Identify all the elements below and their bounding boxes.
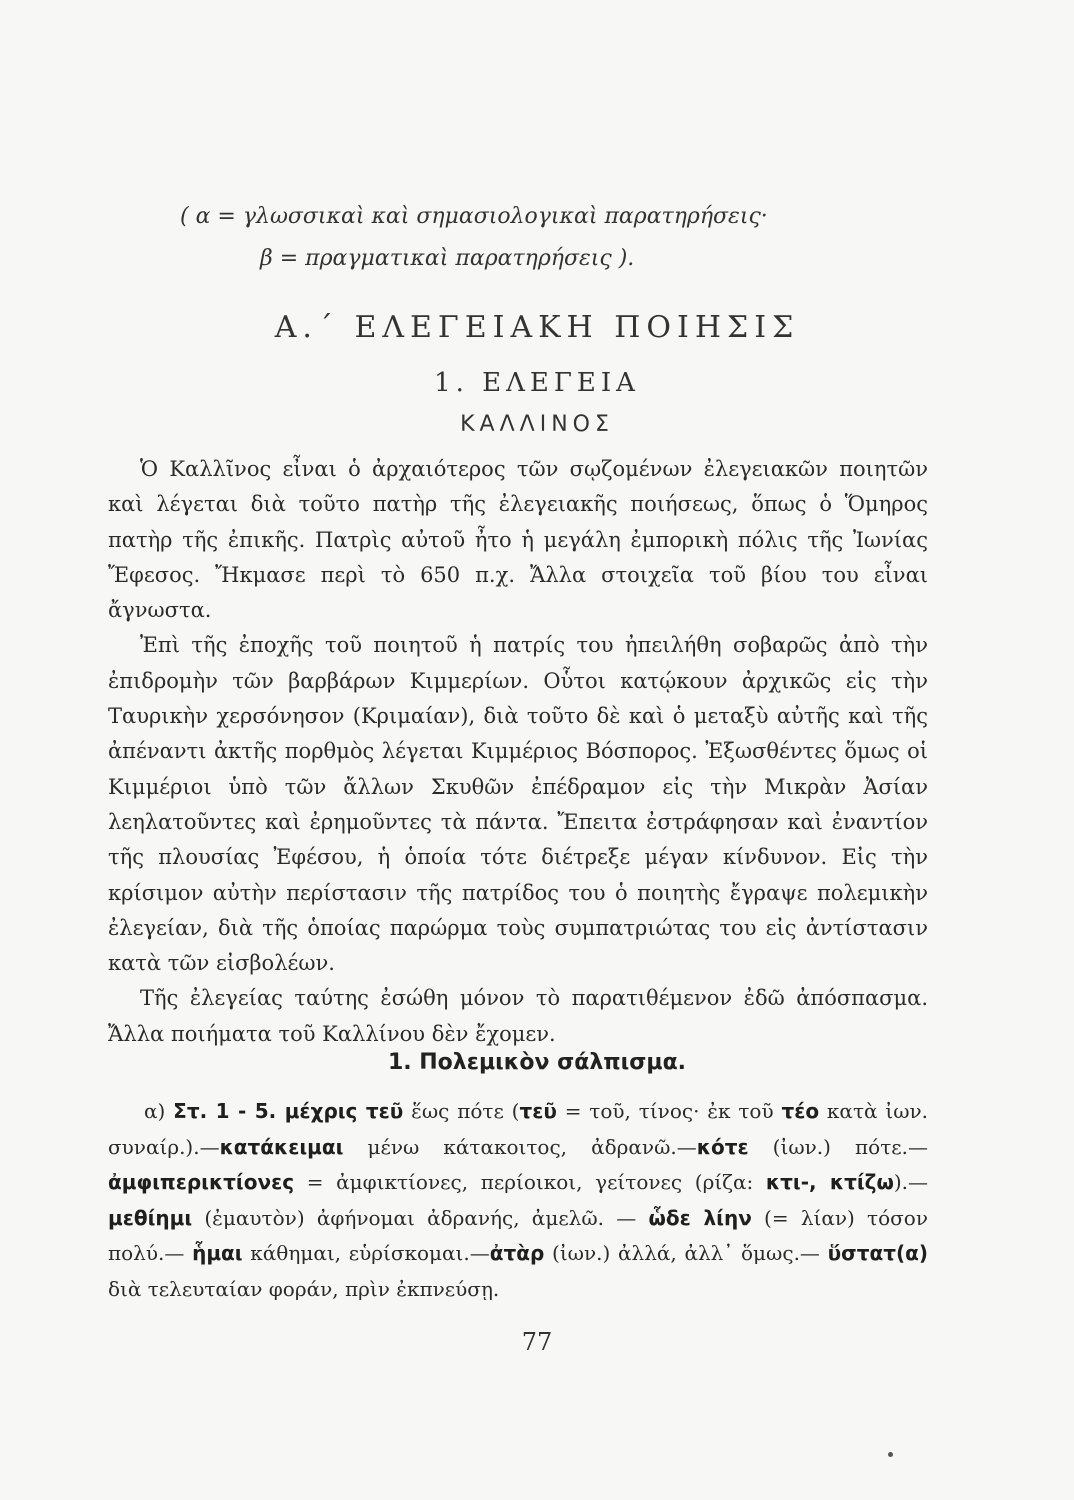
note-term: ὧδε λίην (648, 1205, 752, 1230)
note-term: τέο (781, 1099, 820, 1123)
note-text: (ἐμαυτὸν) ἀφήνομαι ἀδρανής, ἀμελῶ. — (192, 1205, 649, 1230)
note-term: κατάκειμαι (219, 1134, 344, 1159)
note-text: = τοῦ, τίνος· ἐκ τοῦ (556, 1099, 782, 1123)
author-heading: ΚΑΛΛΙΝΟΣ (460, 412, 614, 437)
note-term: ἧμαι (192, 1241, 243, 1265)
legend-line-beta: β = πραγματικαὶ παρατηρήσεις ). (260, 246, 635, 271)
note-term: μεθίημι (108, 1205, 193, 1230)
note-text: μένω κάτακοιτος, ἀδρανῶ.— (343, 1134, 697, 1159)
legend-line-alpha: ( α = γλωσσικαὶ καὶ σημασιολογικαὶ παρατηρήσεις· (180, 204, 768, 229)
note-text: = ἀμφικτίονες, περίοικοι, γείτονες (ρίζα: (294, 1170, 766, 1194)
note-text: (ἰων.) ἀλλά, ἀλλ᾽ ὅμως.— (544, 1241, 828, 1265)
note-text: (ἰων.) πότε.— (748, 1134, 928, 1159)
note-term: κότε (696, 1134, 749, 1159)
section-heading: 1. ΕΛΕΓΕΙΑ (434, 368, 640, 398)
note-term: ἀμφιπερικτίονες (108, 1170, 295, 1194)
paragraph-history: Ἐπὶ τῆς ἐποχῆς τοῦ ποιητοῦ ἡ πατρίς του ἠπειλήθη σοβαρῶς ἀπὸ τὴν ἐπιδρομὴν τῶν βαρβάρων Κιμμερίων. Οὗτοι κατῴκουν ἀρχικῶς εἰς τὴν Ταυρικὴν χερσόνησον (Κριμαίαν), διὰ τοῦτο δὲ καὶ ὁ μεταξὺ αὐτῆς καὶ τῆς ἀπέναντι ἀκτῆς πορθμὸς λέγεται Κιμμέριος Βόσπορος. Ἐξωσθέντες ὅμως οἱ Κιμμέριοι ὑπὸ τῶν ἄλλων Σκυθῶν ἐπέδραμον εἰς τὴν Μικρὰν Ἀσίαν λεηλατοῦντες καὶ ἐρημοῦντες τὰ πάντα. Ἔπειτα ἐστράφησαν καὶ ἐναντίον τῆς πλουσίας Ἐφέσου, ἡ ὁποία τότε διέτρεξε μέγαν κίνδυνον. Εἰς τὴν κρίσιμον αὐτὴν περίστασιν τῆς πατρίδος του ὁ ποιητὴς ἔγραψε πολεμικὴν ἐλεγείαν, διὰ τῆς ὁποίας παρώρμα τοὺς συμπατριώτας του εἰς ἀντίστασιν κατὰ τῶν εἰσβολέων. (108, 633, 928, 976)
intro-text (108, 452, 928, 1052)
paragraph-biography: Ὁ Καλλῖνος εἶναι ὁ ἀρχαιότερος τῶν σῳζομένων ἐλεγειακῶν ποιητῶν καὶ λέγεται διὰ τοῦτο πατὴρ τῆς ἐλεγειακῆς ποιήσεως, ὅπως ὁ Ὅμηρος πατὴρ τῆς ἐπικῆς. Πατρὶς αὐτοῦ ἦτο ἡ μεγάλη ἐμπορικὴ πόλις τῆς Ἰωνίας Ἔφεσος. Ἤκμασε περὶ τὸ 650 π.χ. Ἄλλα στοιχεῖα τοῦ βίου του εἶναι ἄγνωστα. (108, 457, 928, 623)
note-term: ἀτὰρ (489, 1241, 545, 1265)
note-text: ἕως πότε ( (403, 1099, 520, 1123)
note-text: κατὰ ἰων. συναίρ.).— (108, 1099, 929, 1159)
note-text: ).— (893, 1170, 928, 1194)
commentary-notes (108, 1094, 928, 1307)
note-term: κτι-, κτίζω (765, 1170, 894, 1194)
chapter-heading: Α.΄ ΕΛΕΓΕΙΑΚΗ ΠΟΙΗΣΙΣ (274, 310, 800, 345)
page-number: 77 (521, 1328, 553, 1356)
poem-title: 1. Πολεμικὸν σάλπισμα. (387, 1050, 687, 1075)
note-text: κάθημαι, εὑρίσκομαι.— (242, 1241, 490, 1265)
note-term: ὕστατ(α) (827, 1241, 929, 1265)
paragraph-fragment: Τῆς ἐλεγείας ταύτης ἐσώθη μόνον τὸ παρατιθέμενον ἐδῶ ἀπόσπασμα. Ἄλλα ποιήματα τοῦ Καλλίνου δὲν ἔχομεν. (108, 986, 928, 1046)
note-term: Στ. 1 - 5. μέχρις τεῦ (173, 1099, 404, 1123)
note-text: α) (144, 1099, 174, 1123)
note-text: διὰ τελευταίαν φοράν, πρὶν ἐκπνεύσῃ. (108, 1276, 500, 1301)
note-text: (= λίαν) τόσον πολύ.— (108, 1205, 928, 1265)
print-speck (888, 1452, 893, 1457)
note-term: τεῦ (519, 1099, 557, 1123)
